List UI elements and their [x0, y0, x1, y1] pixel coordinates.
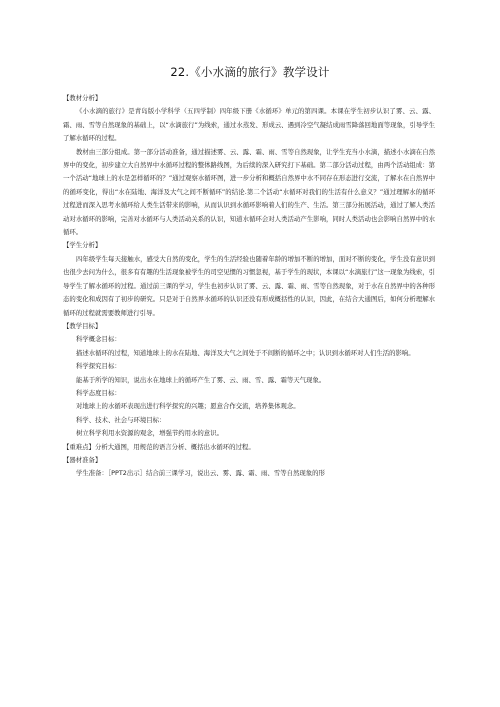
document-title: 22.《小水滴的旅行》教学设计	[170, 65, 330, 79]
paragraph: 对地球上的水循环表现出进行科学探究的兴趣；愿意合作交流，培养集体观念。	[76, 402, 300, 411]
paragraph: 四年级学生每天接触水，感受大自然的变化，学生的生活经验也随着年龄的增加不断的增加，面对不断的变化，学生没有意识到也很少去问为什么，很多有有趣的生活现象被学生的司空见惯的习惯忽视，基于学生的现状，本课以“水滴旅行”这一现象为线索，引导学生了解水循环的过程。通过前三课的学习，学生也初步认识了雾、云、露、霜、雨、雪等自然现象，对于水在自然界中的各种形态的变化和成因有了初步的研究。只是对于自然界水循环的认识还没有形成概括性的认识，因此，在结合大通图后，如何分析理解水循环的过程就需要教师进行引导。	[63, 254, 435, 317]
paragraph: 能基于所学的知识，说出水在地球上的循环产生了雾、云、雨、雪、露、霜等天气现象。	[76, 375, 326, 384]
paragraph: 《小水滴的旅行》是青岛版小学科学（五四学制）四年级下册《水循环》单元的第四课。本课在学生初步认识了雾、云、露、霜、雨、雪等自然现象的基础上，以“水滴旅行”为线索，通过水蒸发、形成云、遇到冷空气凝结成雨雪降落回地面等现象，引导学生了解水循环的过程。	[63, 107, 435, 143]
paragraph: 描述水循环的过程，知道地球上的水在陆地、海洋及大气之间处于不间断的循环之中；认识到水循环对人们生活的影响。	[76, 348, 415, 357]
objective-label: 科学概念目标：	[76, 335, 121, 344]
section-heading: 【重难点】分析大通图，用规范的语言分析、概括出水循环的过程。	[63, 442, 255, 451]
section-heading: 【器材准备】	[63, 455, 102, 464]
paragraph: 学生准备：［PPT2出示］结合前三课学习，说出云、雾、露、霜、雨、雪等自然现象的形	[76, 469, 325, 478]
objective-label: 科学探究目标：	[76, 362, 121, 371]
objective-label: 科学态度目标：	[76, 388, 121, 397]
section-heading: 【学生分析】	[63, 241, 102, 250]
objective-label: 科学、技术、社会与环境目标：	[76, 415, 166, 424]
section-heading: 【教材分析】	[63, 94, 102, 102]
paragraph: 树立科学利用水资源的观念，增强节约用水的意识。	[76, 429, 223, 438]
paragraph: 教材由三部分组成。第一部分活动准备，通过描述雾、云、露、霜、雨、雪等自然现象，让学生充当小水滴，描述小水滴在自然界中的变化，初步建立大自然界中水循环过程的整体路线图，为后续的深入研究打下基础。第二部分活动过程，由两个活动组成：第一个活动“地球上的水是怎样循环的？”通过观察水循环图，进一步分析和概括自然界中水不同存在形态进行交流，了解水在自然界中的循环变化，得出“水在陆地、海洋及大气之间不断循环”的结论.第二个活动“水循环对我们的生活有什么意义？”通过理解水的循环过程进而深入思考水循环给人类生活带来的影响，从而认识到水循环影响着人们的生产、生活。第三部分拓展活动，通过了解人类活动对水循环的影响，完善对水循环与人类活动关系的认识，知道水循环会对人类活动产生影响，同时人类活动也会影响自然界中的水循环。	[63, 147, 435, 237]
section-heading: 【教学目标】	[63, 321, 102, 330]
document-body	[63, 92, 435, 481]
